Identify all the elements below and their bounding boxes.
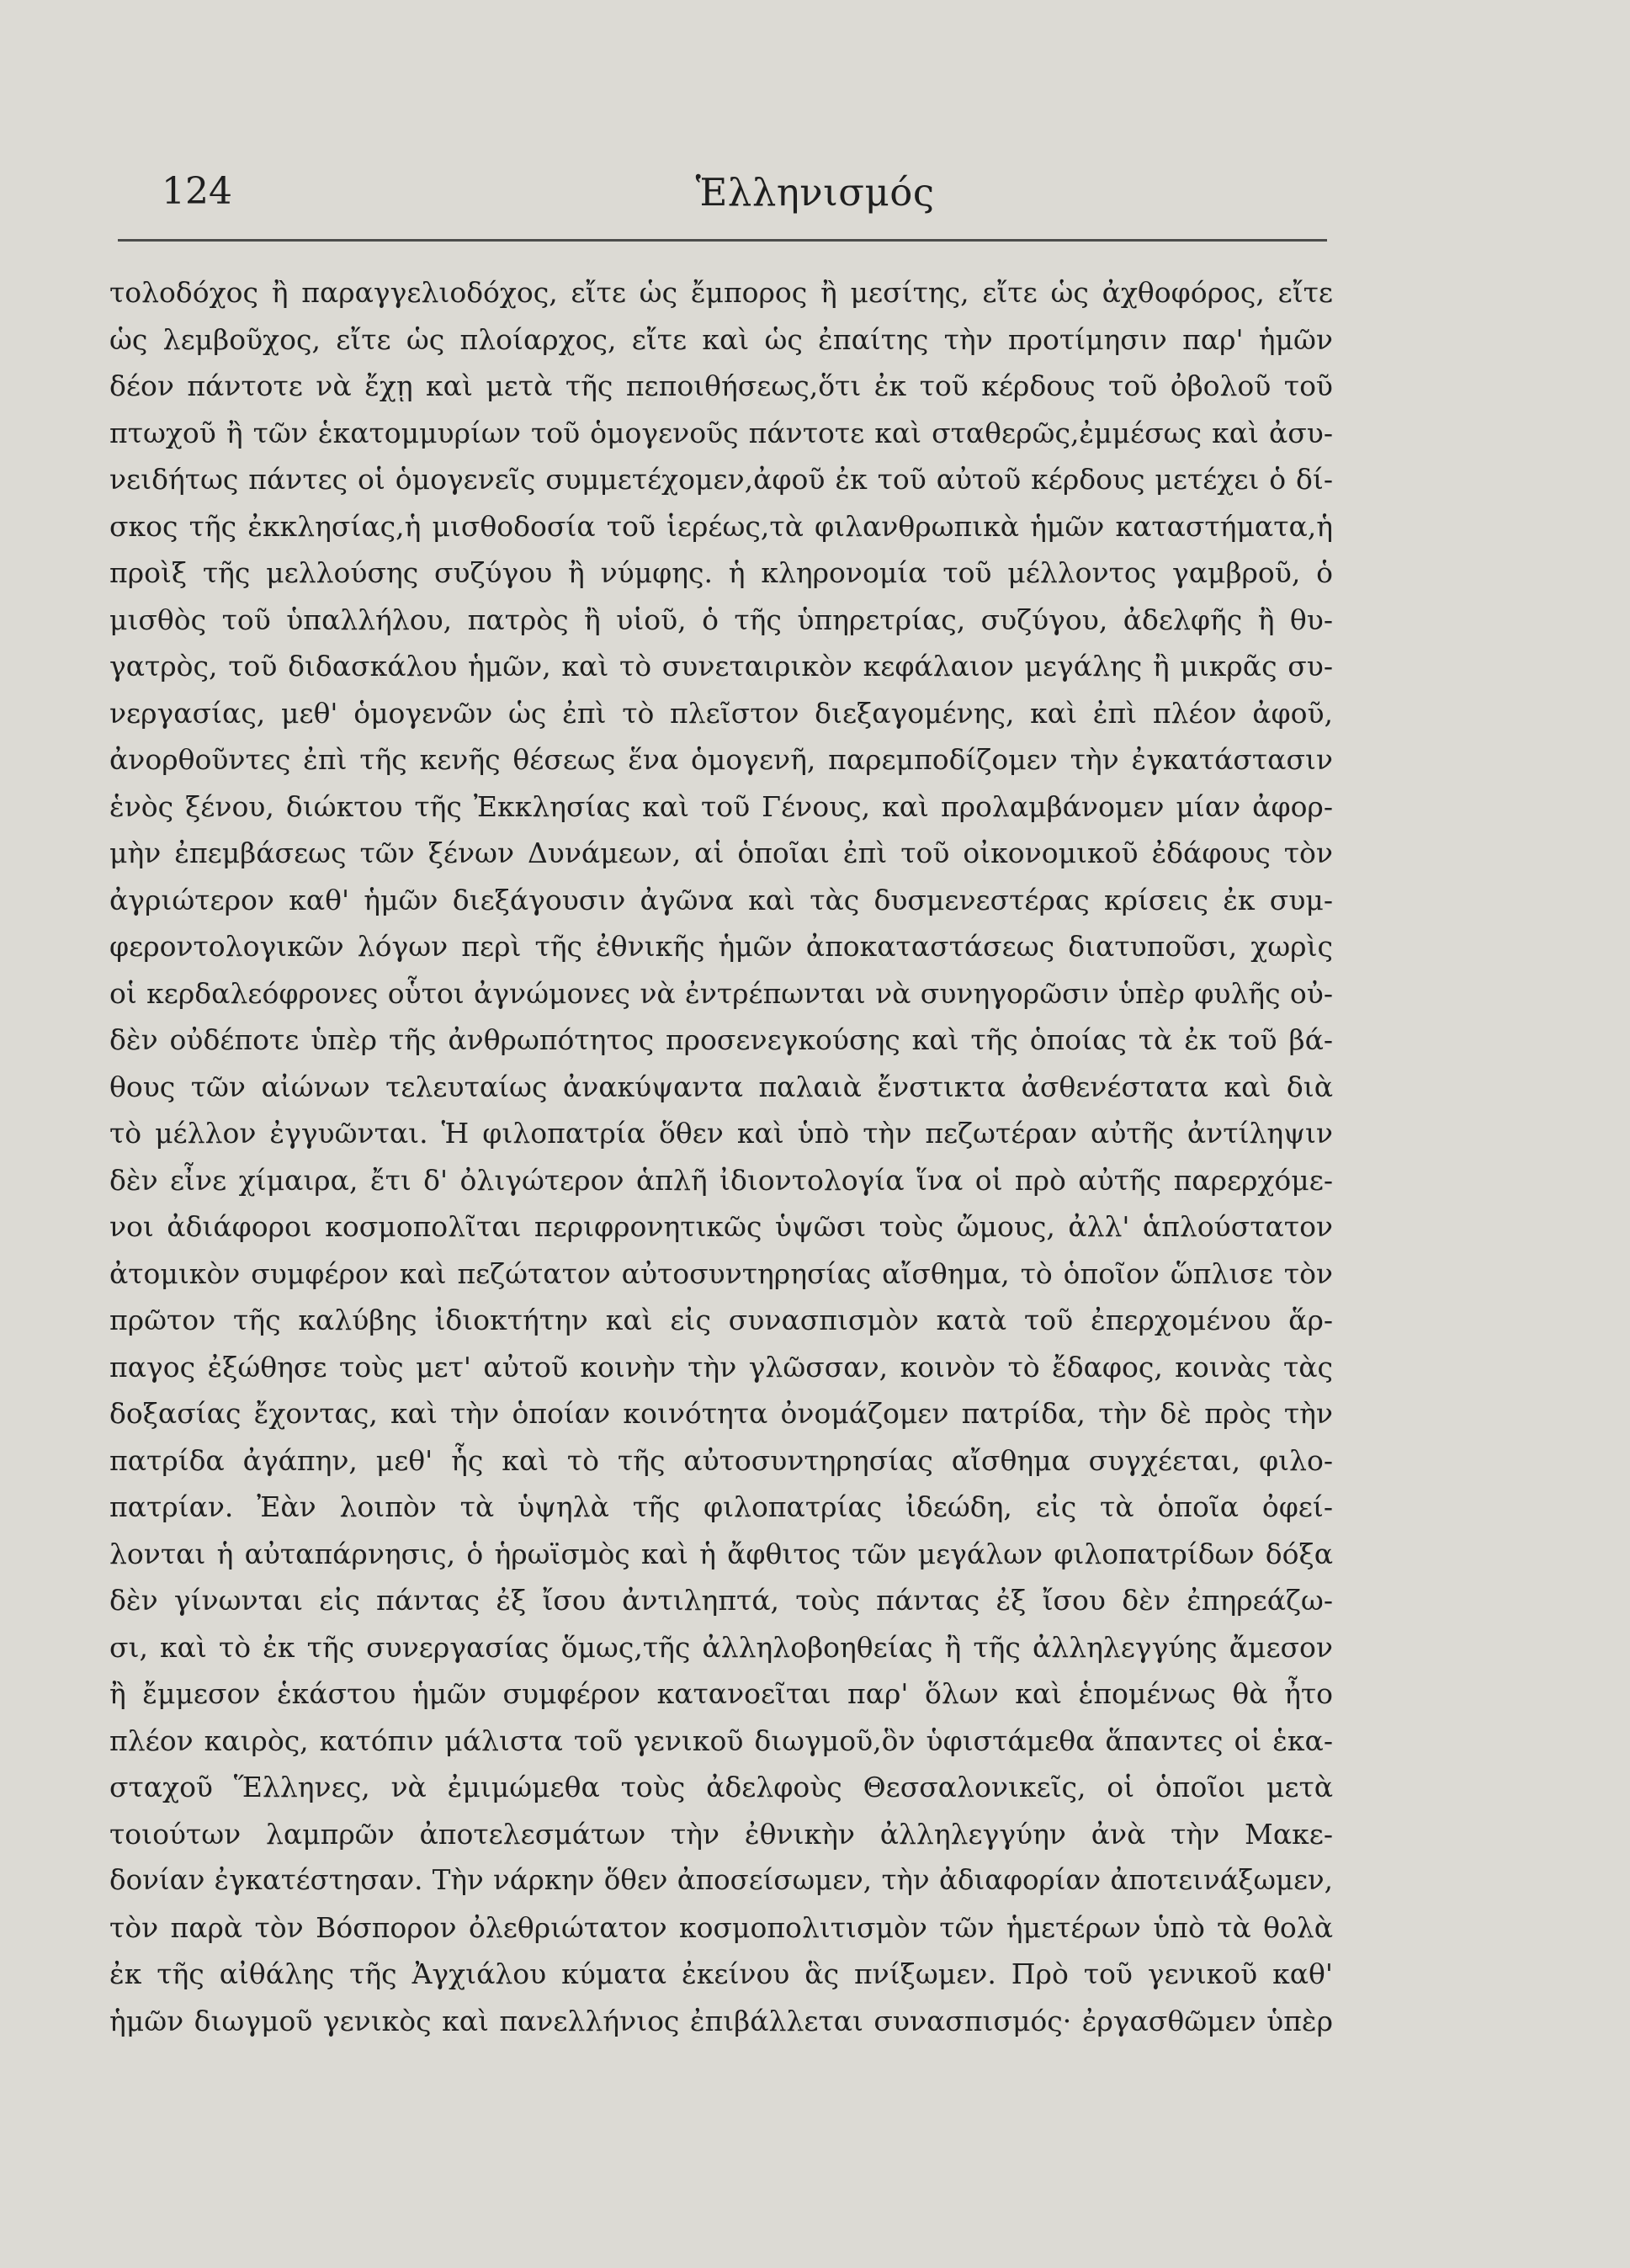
text-line: παγος ἐξώθησε τοὺς μετ' αὐτοῦ κοινὴν τὴν γλῶσσαν, κοινὸν τὸ ἔδαφος, κοινὰς τὰς <box>109 1350 1333 1384</box>
text-line: τοιούτων λαμπρῶν ἀποτελεσμάτων τὴν ἐθνικὴν ἀλληλεγγύην ἀνὰ τὴν Μακε- <box>109 1817 1333 1851</box>
text-line: ἀγριώτερον καθ' ἡμῶν διεξάγουσιν ἀγῶνα καὶ τὰς δυσμενεστέρας κρίσεις ἐκ συμ- <box>109 883 1333 916</box>
text-line: πατρίδα ἀγάπην, μεθ' ἧς καὶ τὸ τῆς αὐτοσυντηρησίας αἴσθημα συγχέεται, φιλο- <box>109 1443 1333 1477</box>
text-line: δοξασίας ἔχοντας, καὶ τὴν ὁποίαν κοινότητα ὀνομάζομεν πατρίδα, τὴν δὲ πρὸς τὴν <box>109 1397 1333 1430</box>
text-line: νοι ἀδιάφοροι κοσμοπολῖται περιφρονητικῶς ὑψῶσι τοὺς ὤμους, ἀλλ' ἁπλούστατον <box>109 1210 1333 1243</box>
running-title: Ἑλληνισμός <box>695 170 935 215</box>
text-line: δὲν εἶνε χίμαιρα, ἔτι δ' ὀλιγώτερον ἁπλῆ ἰδιοντολογία ἵνα οἱ πρὸ αὐτῆς παρερχόμε- <box>109 1163 1333 1197</box>
text-line: φεροντολογικῶν λόγων περὶ τῆς ἐθνικῆς ἡμῶν ἀποκαταστάσεως διατυποῦσι, χωρὶς <box>109 930 1333 963</box>
text-line: θους τῶν αἰώνων τελευταίως ἀνακύψαντα παλαιὰ ἔνστικτα ἀσθενέστατα καὶ διὰ <box>109 1070 1333 1103</box>
text-line: τὸν παρὰ τὸν Βόσπορον ὀλεθριώτατον κοσμοπολιτισμὸν τῶν ἡμετέρων ὑπὸ τὰ θολὰ <box>109 1910 1333 1944</box>
text-line: σκος τῆς ἐκκλησίας,ἡ μισθοδοσία τοῦ ἱερέως,τὰ φιλανθρωπικὰ ἡμῶν καταστήματα,ἡ <box>109 509 1333 543</box>
text-line: ἀνορθοῦντες ἐπὶ τῆς κενῆς θέσεως ἕνα ὁμογενῆ, παρεμποδίζομεν τὴν ἐγκατάστασιν <box>109 743 1333 776</box>
text-line: σταχοῦ Ἕλληνες, νὰ ἐμιμώμεθα τοὺς ἀδελφοὺς Θεσσαλονικεῖς, οἱ ὁποῖοι μετὰ <box>109 1771 1333 1803</box>
text-line: γατρὸς, τοῦ διδασκάλου ἡμῶν, καὶ τὸ συνεταιρικὸν κεφάλαιον μεγάλης ἢ μικρᾶς συ- <box>109 650 1333 683</box>
text-line: ἢ ἔμμεσον ἑκάστου ἡμῶν συμφέρον κατανοεῖται παρ' ὅλων καὶ ἑπομένως θὰ ἦτο <box>109 1677 1333 1710</box>
text-line: οἱ κερδαλεόφρονες οὗτοι ἀγνώμονες νὰ ἐντρέπωνται νὰ συνηγορῶσιν ὑπὲρ φυλῆς οὐ- <box>109 976 1333 1010</box>
text-line: μισθὸς τοῦ ὑπαλλήλου, πατρὸς ἢ υἱοῦ, ὁ τῆς ὑπηρετρίας, συζύγου, ἀδελφῆς ἢ θυ- <box>109 603 1333 636</box>
text-line: πατρίαν. Ἐὰν λοιπὸν τὰ ὑψηλὰ τῆς φιλοπατρίας ἰδεώδη, εἰς τὰ ὁποῖα ὀφεί- <box>109 1490 1333 1523</box>
text-line: δονίαν ἐγκατέστησαν. Τὴν νάρκην ὅθεν ἀποσείσωμεν, τὴν ἀδιαφορίαν ἀποτεινάξωμεν, <box>109 1864 1333 1896</box>
text-line: τολοδόχος ἢ παραγγελιοδόχος, εἴτε ὡς ἔμπορος ἢ μεσίτης, εἴτε ὡς ἀχθοφόρος, εἴτε <box>109 276 1333 309</box>
body-text <box>109 269 1333 2044</box>
text-line: τὸ μέλλον ἐγγυῶνται. Ἡ φιλοπατρία ὅθεν καὶ ὑπὸ τὴν πεζωτέραν αὐτῆς ἀντίληψιν <box>109 1117 1333 1150</box>
text-line: δὲν γίνωνται εἰς πάντας ἐξ ἴσου ἀντιληπτά, τοὺς πάντας ἐξ ἴσου δὲν ἐπηρεάζω- <box>109 1584 1333 1617</box>
page-number: 124 <box>162 170 232 213</box>
text-line: δὲν οὐδέποτε ὑπὲρ τῆς ἀνθρωπότητος προσενεγκούσης καὶ τῆς ὁποίας τὰ ἐκ τοῦ βά- <box>109 1023 1333 1056</box>
text-line: νειδήτως πάντες οἱ ὁμογενεῖς συμμετέχομεν,ἀφοῦ ἐκ τοῦ αὐτοῦ κέρδους μετέχει ὁ δί- <box>109 463 1333 496</box>
text-line: ἑνὸς ξένου, διώκτου τῆς Ἐκκλησίας καὶ τοῦ Γένους, καὶ προλαμβάνομεν μίαν ἀφορ- <box>109 789 1333 823</box>
text-line: ἡμῶν διωγμοῦ γενικὸς καὶ πανελλήνιος ἐπιβάλλεται συνασπισμός· ἐργασθῶμεν ὑπὲρ <box>109 2004 1333 2037</box>
text-line: ἀτομικὸν συμφέρον καὶ πεζώτατον αὐτοσυντηρησίας αἴσθημα, τὸ ὁποῖον ὥπλισε τὸν <box>109 1256 1333 1290</box>
text-line: λονται ἡ αὐταπάρνησις, ὁ ἡρωϊσμὸς καὶ ἡ ἄφθιτος τῶν μεγάλων φιλοπατρίδων δόξα <box>109 1537 1333 1570</box>
text-line: ἐκ τῆς αἰθάλης τῆς Ἀγχιάλου κύματα ἐκείνου ἃς πνίξωμεν. Πρὸ τοῦ γενικοῦ καθ' <box>109 1957 1333 1990</box>
text-line: δέον πάντοτε νὰ ἔχῃ καὶ μετὰ τῆς πεποιθήσεως,ὅτι ἐκ τοῦ κέρδους τοῦ ὀβολοῦ τοῦ <box>109 369 1333 402</box>
text-line: ὡς λεμβοῦχος, εἴτε ὡς πλοίαρχος, εἴτε καὶ ὡς ἐπαίτης τὴν προτίμησιν παρ' ἡμῶν <box>109 322 1333 356</box>
text-line: πλέον καιρὸς, κατόπιν μάλιστα τοῦ γενικοῦ διωγμοῦ,ὃν ὑφιστάμεθα ἅπαντες οἱ ἑκα- <box>109 1724 1333 1757</box>
header-rule <box>118 239 1327 242</box>
text-line: πρῶτον τῆς καλύβης ἰδιοκτήτην καὶ εἰς συνασπισμὸν κατὰ τοῦ ἐπερχομένου ἅρ- <box>109 1304 1333 1336</box>
text-line: μὴν ἐπεμβάσεως τῶν ξένων Δυνάμεων, αἱ ὁποῖαι ἐπὶ τοῦ οἰκονομικοῦ ἐδάφους τὸν <box>109 837 1333 869</box>
text-line: σι, καὶ τὸ ἐκ τῆς συνεργασίας ὅμως,τῆς ἀλληλοβοηθείας ἢ τῆς ἀλληλεγγύης ἄμεσον <box>109 1630 1333 1664</box>
text-line: προὶξ τῆς μελλούσης συζύγου ἢ νύμφης. ἡ κληρονομία τοῦ μέλλοντος γαμβροῦ, ὁ <box>109 556 1333 589</box>
text-line: πτωχοῦ ἢ τῶν ἑκατομμυρίων τοῦ ὁμογενοῦς πάντοτε καὶ σταθερῶς,ἐμμέσως καὶ ἀσυ- <box>109 416 1333 449</box>
text-line: νεργασίας, μεθ' ὁμογενῶν ὡς ἐπὶ τὸ πλεῖστον διεξαγομένης, καὶ ἐπὶ πλέον ἀφοῦ, <box>109 696 1333 730</box>
